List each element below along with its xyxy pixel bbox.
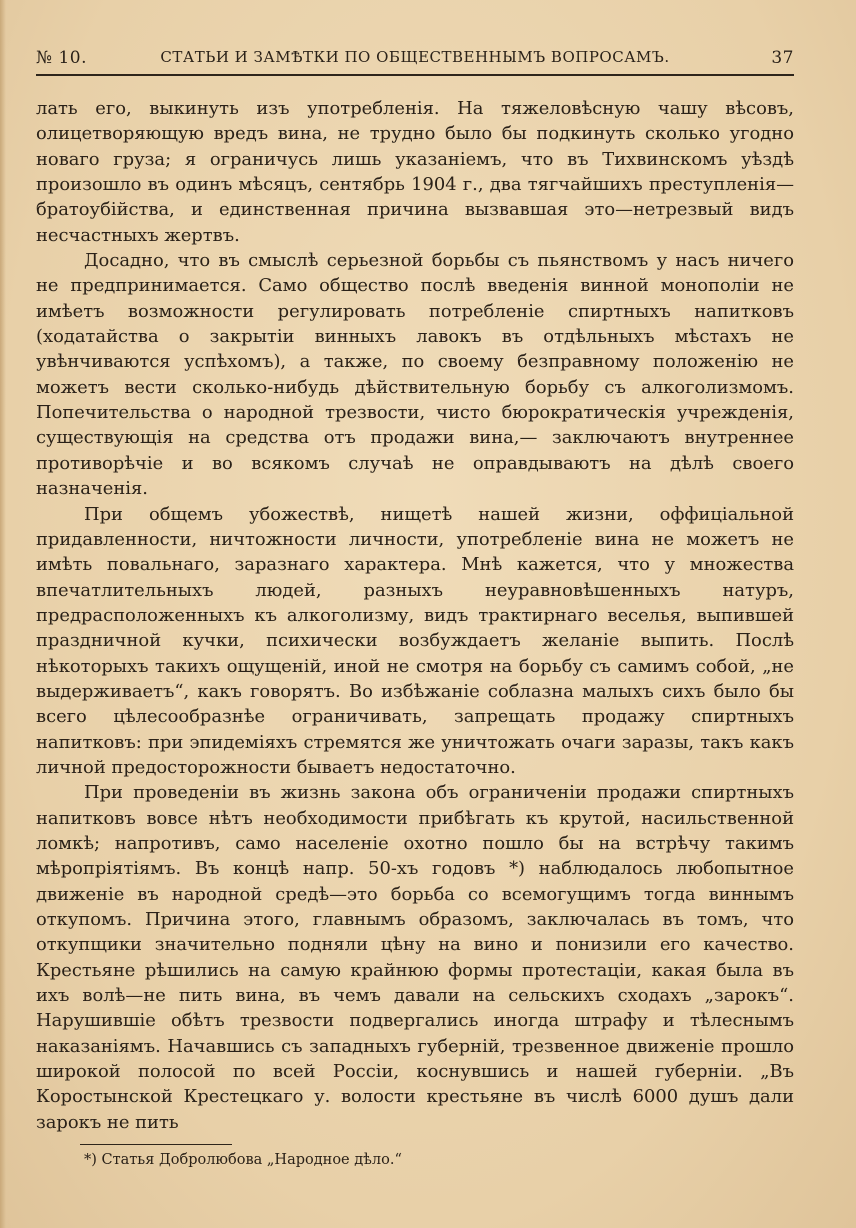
page-number: 37: [771, 48, 794, 68]
running-title: СТАТЬИ И ЗАМѢТКИ ПО ОБЩЕСТВЕННЫМЪ ВОПРОСАМЪ.: [160, 48, 670, 66]
paragraph-2: Досадно, что въ смыслѣ серьезной борьбы съ пьянствомъ у насъ ничего не предпринимается. Само общество послѣ введенія винной монополіи не имѣетъ возможности регулировать потребленіе спиртныхъ напитковъ (ходатайства о закрытіи винныхъ лавокъ въ отдѣльныхъ мѣстахъ не увѣнчиваются успѣхомъ), а также, по своему безправному положенію не можетъ вести сколько-нибудь дѣйствительную борьбу съ алкоголизмомъ. Попечительства о народной трезвости, чисто бюрократическія учрежденія, существующія на средства отъ продажи вина,— заключаютъ внутреннее противорѣчіе и во всякомъ случаѣ не оправдываютъ на дѣлѣ своего назначенія.: [36, 250, 794, 500]
paragraph-4: При проведеніи въ жизнь закона объ ограниченіи продажи спиртныхъ напитковъ вовсе нѣтъ необходимости прибѣгать къ крутой, насильственной ломкѣ; напротивъ, само населеніе охотно пошло бы на встрѣчу такимъ мѣропріятіямъ. Въ концѣ напр. 50-хъ годовъ *) наблюдалось любопытное движеніе въ народной средѣ—это борьба со всемогущимъ тогда виннымъ откупомъ. Причина этого, главнымъ образомъ, заключалась въ томъ, что откупщики значительно подняли цѣну на вино и понизили его качество. Крестьяне рѣшились на самую крайнюю формы протестаціи, какая была въ ихъ волѣ—не пить вина, въ чемъ давали на сельскихъ сходахъ „зарокъ“. Нарушившіе обѣтъ трезвости подвергались иногда штрафу и тѣлеснымъ наказаніямъ. Начавшись съ западныхъ губерній, трезвенное движеніе прошло широкой полосой по всей Россіи, коснувшись и нашей губерніи. „Въ Коростынской Крестецкаго у. волости крестьяне въ числѣ 6000 душъ дали зарокъ не пить: [36, 782, 794, 1133]
footnote: *) Статья Добролюбова „Народное дѣло.“: [84, 1152, 402, 1168]
footnote-rule: [80, 1144, 232, 1145]
paragraph-1: лать его, выкинуть изъ употребленія. На тяжеловѣсную чашу вѣсовъ, олицетворяющую вредъ вина, не трудно было бы подкинуть сколько угодно новаго груза; я ограничусь лишь указаніемъ, что въ Тихвинскомъ уѣздѣ произошло въ одинъ мѣсяцъ, сентябрь 1904 г., два тягчайшихъ преступленія—братоубійства, и единственная причина вызвавшая это—нетрезвый видъ несчастныхъ жертвъ.: [36, 98, 794, 246]
header-rule: [36, 74, 794, 76]
running-header: [36, 44, 794, 76]
issue-number: № 10.: [36, 48, 88, 68]
paragraph-3: При общемъ убожествѣ, нищетѣ нашей жизни, оффиціальной придавленности, ничтожности личности, употребленіе вина не можетъ не имѣть повальнаго, заразнаго характера. Мнѣ кажется, что у множества впечатлительныхъ людей, разныхъ неуравновѣшенныхъ натуръ, предрасположенныхъ къ алкоголизму, видъ трактирнаго веселья, выпившей праздничной кучки, психически возбуждаетъ желаніе выпить. Послѣ нѣкоторыхъ такихъ ощущеній, иной не смотря на борьбу съ самимъ собой, „не выдерживаетъ“, какъ говорятъ. Во избѣжаніе соблазна малыхъ сихъ было бы всего цѣлесообразнѣе ограничивать, запрещать продажу спиртныхъ напитковъ: при эпидеміяхъ стремятся же уничтожать очаги заразы, такъ какъ личной предосторожности бываетъ недостаточно.: [36, 503, 794, 778]
article-body: [36, 96, 794, 1135]
